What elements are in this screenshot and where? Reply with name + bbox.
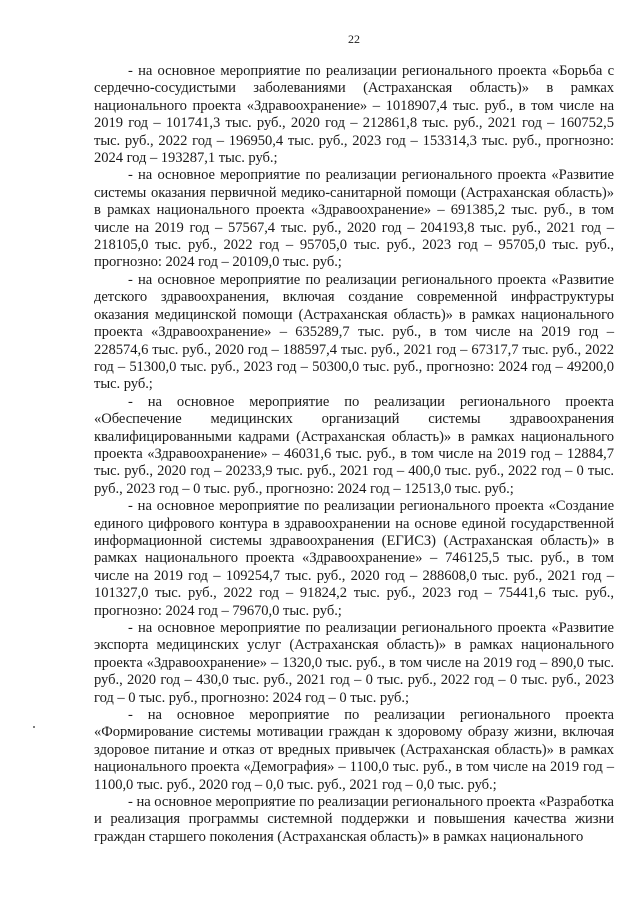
paragraph-older-generation: - на основное мероприятие по реализации регионального проекта «Разработка и реализация программы системной поддержки и повышения качества жизни граждан старшего поколения (Астраханская область)» в рамках национального	[94, 794, 614, 845]
paragraph-digital-contour: - на основное мероприятие по реализации регионального проекта «Создание единого цифрового контура в здравоохранении на основе единой государственной информационной системы здравоохранения (ЕГИСЗ) (Астраханская область)» в рамках национального проекта «Здравоохранение» – 746125,5 тыс. руб., в том числе на 2019 год – 109254,7 тыс. руб., 2020 год – 288608,0 тыс. руб., 2021 год – 101327,0 тыс. руб., 2022 год – 91824,2 тыс. руб., 2023 год – 75441,6 тыс. руб., прогнозно: 2024 год – 79670,0 тыс. руб.;	[94, 498, 614, 619]
paragraph-primary-care: - на основное мероприятие по реализации регионального проекта «Развитие системы оказания первичной медико-санитарной помощи (Астраханская область)» в рамках национального проекта «Здравоохранение» – 691385,2 тыс. руб., в том числе на 2019 год – 57567,4 тыс. руб., 2020 год – 204193,8 тыс. руб., 2021 год – 218105,0 тыс. руб., 2022 год – 95705,0 тыс. руб., 2023 год – 95705,0 тыс. руб., прогнозно: 2024 год – 20109,0 тыс. руб.;	[94, 167, 614, 271]
paragraph-medical-staff: - на основное мероприятие по реализации регионального проекта «Обеспечение медицинских организаций системы здравоохранения квалифицированными кадрами (Астраханская область)» в рамках национального проекта «Здравоохранение» – 46031,6 тыс. руб., в том числе на 2019 год – 12884,7 тыс. руб., 2020 год – 20233,9 тыс. руб., 2021 год – 400,0 тыс. руб., 2022 год – 0 тыс. руб., 2023 год – 0 тыс. руб., прогнозно: 2024 год – 12513,0 тыс. руб.;	[94, 393, 614, 497]
paragraph-healthy-lifestyle: - на основное мероприятие по реализации регионального проекта «Формирование системы мотивации граждан к здоровому образу жизни, включая здоровое питание и отказ от вредных привычек (Астраханская область)» в рамках национального проекта «Демография» – 1100,0 тыс. руб., в том числе на 2019 год – 1100,0 тыс. руб., 2020 год – 0,0 тыс. руб., 2021 год – 0,0 тыс. руб.;	[94, 707, 614, 793]
paragraph-child-healthcare: - на основное мероприятие по реализации регионального проекта «Развитие детского здравоохранения, включая создание современной инфраструктуры оказания медицинской помощи (Астраханская область)» в рамках национального проекта «Здравоохранение» – 635289,7 тыс. руб., в том числе на 2019 год – 228574,6 тыс. руб., 2020 год – 188597,4 тыс. руб., 2021 год – 67317,7 тыс. руб., 2022 год – 51300,0 тыс. руб., 2023 год – 50300,0 тыс. руб., прогнозно: 2024 год – 49200,0 тыс. руб.;	[94, 271, 614, 393]
scan-speck	[33, 726, 35, 728]
page-number: 22	[348, 32, 360, 46]
paragraph-cardiovascular: - на основное мероприятие по реализации регионального проекта «Борьба с сердечно-сосудистыми заболеваниями (Астраханская область)» в рамках национального проекта «Здравоохранение» – 1018907,4 тыс. руб., в том числе на 2019 год – 101741,3 тыс. руб., 2020 год – 212861,8 тыс. руб., 2021 год – 160752,5 тыс. руб., 2022 год – 196950,4 тыс. руб., 2023 год – 153314,3 тыс. руб., прогнозно: 2024 год – 193287,1 тыс. руб.;	[94, 63, 614, 167]
paragraph-medical-export: - на основное мероприятие по реализации регионального проекта «Развитие экспорта медицинских услуг (Астраханская область)» в рамках национального проекта «Здравоохранение» – 1320,0 тыс. руб., в том числе на 2019 год – 890,0 тыс. руб., 2020 год – 430,0 тыс. руб., 2021 год – 0 тыс. руб., 2022 год – 0 тыс. руб., 2023 год – 0 тыс. руб., прогнозно: 2024 год – 0 тыс. руб.;	[94, 620, 614, 706]
